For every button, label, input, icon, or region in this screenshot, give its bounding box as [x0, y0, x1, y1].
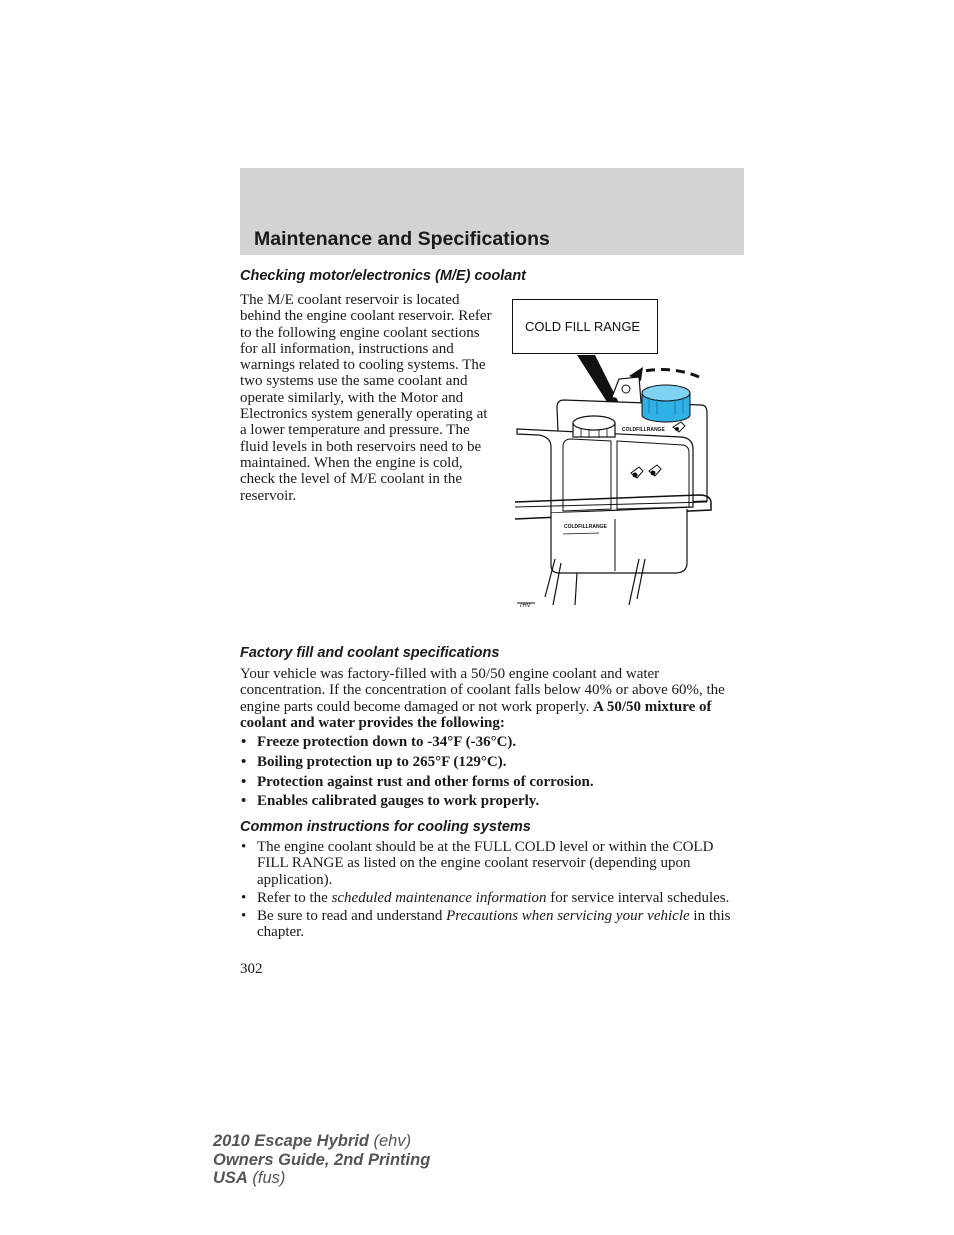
coolant-benefits-list: [240, 734, 745, 813]
footer-line-2: [213, 1151, 430, 1170]
footer-line-3: [213, 1169, 430, 1188]
tank-label-lower: COLDFILLRANGE: [564, 524, 607, 530]
factory-fill-bold: A 50/50 mixture of coolant and water provides the following:: [240, 698, 712, 731]
list-item: • Boiling protection up to 265°F (129°C).: [240, 754, 745, 770]
document-footer: [213, 1132, 430, 1188]
intro-paragraph: The M/E coolant reservoir is located behind the engine coolant reservoir. Refer to the following engine coolant sections for all information, instructions and warnings related to cooling systems. The two systems use the same coolant and operate similarly, with the Motor and Electronics system generally operating at a lower temperature and pressure. The fluid levels in both reservoirs need to be maintained. When the engine is cold, check the level of M/E coolant in the reservoir.: [240, 292, 492, 504]
instruction-text: The engine coolant should be at the FULL COLD level or within the COLD FILL RANGE as listed on the engine coolant reservoir (depending upon application).: [257, 839, 714, 888]
list-item: [240, 908, 745, 941]
heading-factory-fill: Factory fill and coolant specifications: [240, 645, 500, 661]
factory-fill-paragraph: [240, 666, 740, 731]
instruction-text: Refer to the: [257, 889, 332, 906]
instruction-text: in this chapter.: [257, 908, 731, 941]
list-item: [240, 890, 745, 906]
section-header-band: [240, 168, 744, 255]
instruction-text: Be sure to read and understand: [257, 908, 447, 925]
figure-corner-mark: 7HV: [519, 603, 531, 609]
list-item: [240, 839, 745, 888]
cooling-instructions-list: [240, 839, 745, 943]
list-item: • Protection against rust and other forms of corrosion.: [240, 774, 745, 790]
scheduled-maintenance-ref: scheduled maintenance information: [331, 889, 547, 906]
coolant-reservoir-figure: [511, 297, 716, 609]
cold-fill-range-callout: [512, 299, 658, 354]
heading-me-coolant: Checking motor/electronics (M/E) coolant: [240, 268, 527, 284]
footer-model-code: (ehv): [368, 1132, 412, 1150]
heading-common-instructions: Common instructions for cooling systems: [240, 819, 531, 835]
footer-market: USA: [213, 1169, 248, 1187]
factory-fill-text: Your vehicle was factory-filled with a 50/50 engine coolant and water concentration. If the concentration of coolant falls below 40% or above 60%, the engine parts could become damaged or not work properly.: [240, 666, 725, 715]
footer-line-1: [213, 1132, 430, 1151]
footer-edition: Owners Guide, 2nd Printing: [213, 1150, 431, 1169]
tank-label-upper: COLDFILLRANGE: [622, 427, 665, 433]
page-number: 302: [240, 961, 263, 977]
section-header-title: Maintenance and Specifications: [254, 228, 550, 250]
list-item: • Enables calibrated gauges to work properly.: [240, 793, 745, 809]
footer-market-code: (fus): [247, 1169, 286, 1187]
callout-label: COLD FILL RANGE: [525, 319, 641, 334]
footer-model: 2010 Escape Hybrid: [213, 1132, 369, 1150]
instruction-text: for service interval schedules.: [546, 889, 730, 906]
precautions-ref: Precautions when servicing your vehicle: [446, 908, 690, 925]
list-item: • Freeze protection down to -34°F (-36°C).: [240, 734, 745, 750]
